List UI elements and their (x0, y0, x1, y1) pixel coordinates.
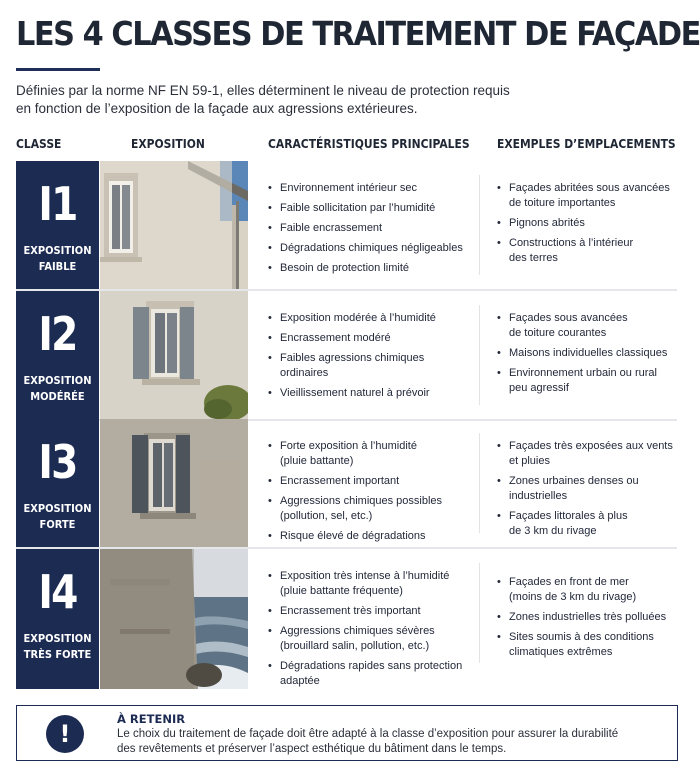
exposure-level-line: EXPOSITION (23, 632, 92, 645)
characteristics-list (268, 569, 468, 694)
list-item (268, 331, 468, 346)
list-item (497, 610, 677, 625)
list-item (497, 630, 677, 660)
reminder-text (117, 727, 667, 757)
reminder-box (16, 705, 678, 761)
list-item-text: (pluie battante) (280, 455, 354, 467)
list-item-text: (moins de 3 km du rivage) (509, 591, 637, 603)
list-item (268, 569, 468, 599)
list-item (268, 201, 468, 216)
list-item (268, 351, 468, 381)
list-item-text: de toiture courantes (509, 327, 607, 339)
seaside-wall-waves-photo (100, 549, 248, 689)
class-code: I1 (38, 177, 77, 231)
exclamation-icon: ! (46, 715, 84, 753)
list-item (268, 221, 468, 236)
exposure-level (22, 373, 93, 405)
list-item (497, 216, 677, 231)
exposure-level-line: FAIBLE (38, 260, 77, 273)
list-item (497, 366, 677, 396)
class-code: I4 (38, 565, 77, 619)
list-item-text: (pluie battante fréquente) (280, 585, 403, 597)
list-item-text: ordinaires (280, 367, 329, 379)
list-item-text: • Faible encrassement (280, 222, 383, 234)
column-divider (479, 175, 480, 275)
list-item (268, 659, 468, 689)
column-divider (479, 563, 480, 663)
list-item-text: • Façades abritées sous avancées (509, 182, 670, 194)
column-header-exemples: EXEMPLES D’EMPLACEMENTS (497, 136, 676, 151)
exposure-level (22, 243, 93, 275)
list-item (497, 181, 677, 211)
class-badge (16, 549, 99, 689)
list-item-text: (brouillard salin, pollution, etc.) (280, 640, 430, 652)
list-item-text: peu agressif (509, 382, 569, 394)
reminder-line: Le choix du traitement de façade doit être adapté à la classe d’exposition pour assurer la durabilité (117, 728, 619, 740)
list-item-text: • Maisons individuelles classiques (509, 347, 668, 359)
class-row-i3 (16, 419, 677, 547)
characteristics-list (268, 181, 468, 281)
list-item (497, 509, 677, 539)
list-item-text: adaptée (280, 675, 320, 687)
list-item-text: climatiques extrêmes (509, 646, 613, 658)
list-item-text: • Pignons abrités (509, 217, 585, 229)
class-row-i2 (16, 291, 677, 419)
exposure-level-line: MODÉRÉE (30, 390, 85, 403)
exposure-level-line: EXPOSITION (23, 374, 92, 387)
exposure-level (22, 631, 93, 663)
list-item (268, 386, 468, 401)
list-item-text: • Aggressions chimiques possibles (280, 495, 443, 507)
list-item-text: • Forte exposition à l’humidité (280, 440, 417, 452)
list-item-text: • Constructions à l’intérieur (509, 237, 634, 249)
list-item (497, 346, 677, 361)
list-item-text: • Faible sollicitation par l’humidité (280, 202, 436, 214)
class-code: I2 (38, 307, 77, 361)
list-item-text: • Environnement intérieur sec (280, 182, 417, 194)
list-item (497, 439, 677, 469)
list-item (268, 529, 468, 544)
list-item (268, 311, 468, 326)
exposure-level-line: EXPOSITION (23, 502, 92, 515)
list-item-text: • Dégradations chimiques négligeables (280, 242, 463, 254)
intro-line: Définies par la norme NF EN 59-1, elles déterminent le niveau de protection requis (16, 83, 510, 98)
list-item (268, 241, 468, 256)
list-item (268, 261, 468, 276)
list-item-text: • Exposition très intense à l’humidité (280, 570, 450, 582)
exposure-level (22, 501, 93, 533)
examples-list (497, 181, 677, 271)
list-item-text: de toiture importantes (509, 197, 616, 209)
intro-text (16, 82, 656, 118)
exposure-level-line: TRÈS FORTE (23, 648, 92, 661)
column-header-caracteristiques: CARACTÉRISTIQUES PRINCIPALES (268, 136, 470, 151)
list-item-text: • Façades sous avancées (509, 312, 628, 324)
list-item (268, 624, 468, 654)
list-item (268, 181, 468, 196)
column-header-classe: CLASSE (16, 136, 62, 151)
list-item-text: • Encrassement très important (280, 605, 421, 617)
class-badge (16, 291, 99, 419)
list-item-text: • Encrassement modéré (280, 332, 391, 344)
list-item-text: • Sites soumis à des conditions (509, 631, 654, 643)
list-item (497, 236, 677, 266)
list-item-text: • Besoin de protection limité (280, 262, 410, 274)
exposure-level-line: FORTE (39, 518, 76, 531)
window-shutters-photo (100, 291, 248, 419)
list-item (497, 311, 677, 341)
reminder-title: À RETENIR (117, 712, 186, 726)
page-title: LES 4 CLASSES DE TRAITEMENT DE FAÇADE (16, 14, 700, 53)
list-item-text: • Faibles agressions chimiques (280, 352, 425, 364)
class-badge (16, 419, 99, 547)
reminder-line: des revêtements et préserver l’aspect esthétique du bâtiment dans le temps. (117, 743, 507, 755)
column-divider (479, 305, 480, 405)
column-divider (479, 433, 480, 533)
list-item-text: (pollution, sel, etc.) (280, 510, 373, 522)
list-item-text: • Dégradations rapides sans protection (280, 660, 463, 672)
list-item (268, 474, 468, 489)
list-item (268, 604, 468, 619)
class-code: I3 (38, 435, 77, 489)
list-item-text: • Aggressions chimiques sévères (280, 625, 435, 637)
house-wall-window-photo (100, 161, 248, 289)
list-item (268, 439, 468, 469)
title-underline (16, 68, 100, 71)
list-item-text: • Environnement urbain ou rural (509, 367, 657, 379)
list-item-text: • Zones urbaines denses ou (509, 475, 639, 487)
list-item-text: • Zones industrielles très polluées (509, 611, 667, 623)
weathered-wall-shutters-photo (100, 419, 248, 547)
class-row-i1 (16, 161, 677, 289)
list-item-text: • Façades très exposées aux vents (509, 440, 673, 452)
intro-line: en fonction de l’exposition de la façade aux agressions extérieures. (16, 101, 418, 116)
column-header-exposition: EXPOSITION (131, 136, 205, 151)
characteristics-list (268, 439, 468, 549)
list-item-text: • Façades en front de mer (509, 576, 629, 588)
list-item-text: des terres (509, 252, 558, 264)
exposure-level-line: EXPOSITION (23, 244, 92, 257)
list-item-text: • Façades littorales à plus (509, 510, 628, 522)
examples-list (497, 311, 677, 401)
list-item (268, 494, 468, 524)
class-row-i4 (16, 549, 677, 687)
examples-list (497, 439, 677, 544)
list-item-text: • Encrassement important (280, 475, 400, 487)
characteristics-list (268, 311, 468, 406)
list-item-text: de 3 km du rivage (509, 525, 597, 537)
class-badge (16, 161, 99, 289)
list-item-text: industrielles (509, 490, 568, 502)
list-item-text: • Exposition modérée à l’humidité (280, 312, 436, 324)
list-item (497, 474, 677, 504)
list-item-text: et pluies (509, 455, 550, 467)
list-item-text: • Risque élevé de dégradations (280, 530, 426, 542)
list-item (497, 575, 677, 605)
list-item-text: • Vieillissement naturel à prévoir (280, 387, 430, 399)
examples-list (497, 575, 677, 665)
